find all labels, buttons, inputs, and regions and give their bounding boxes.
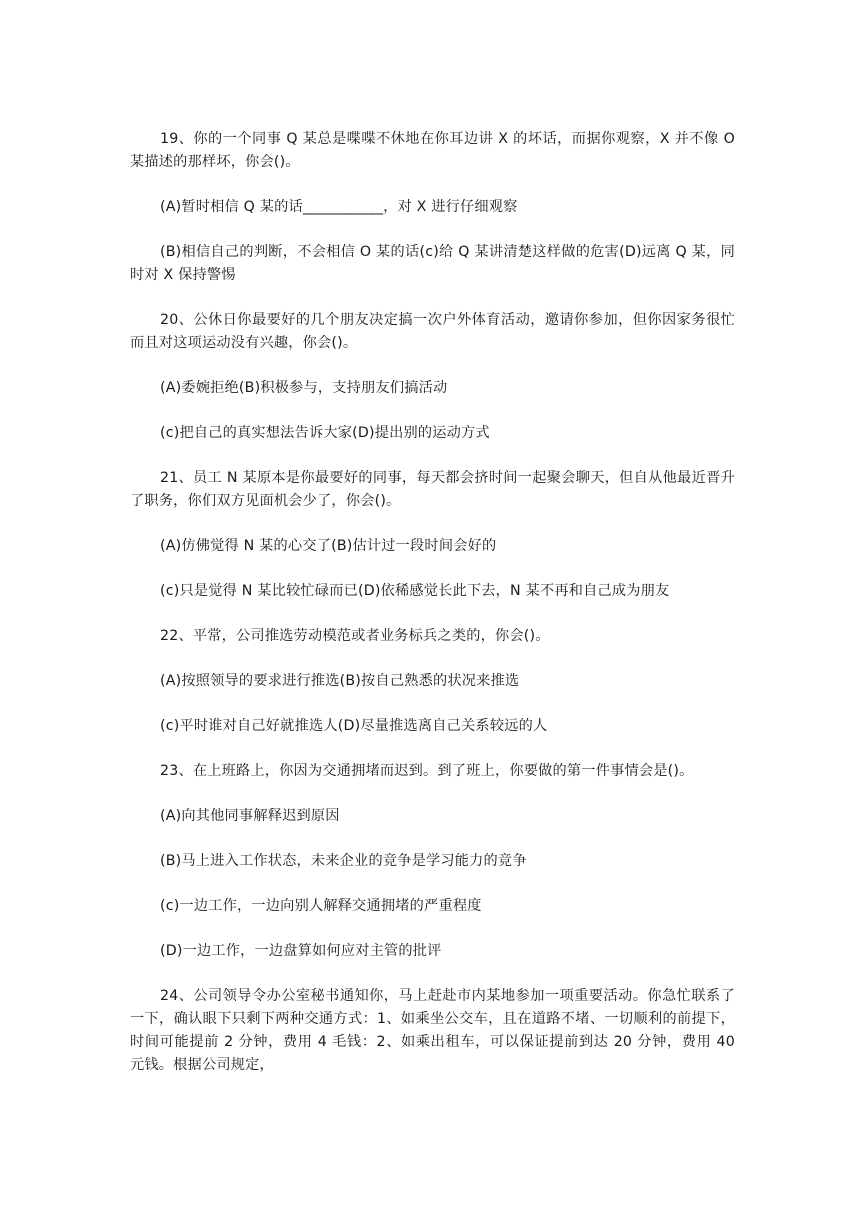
- question-20-options-c-d: (c)把自己的真实想法告诉大家(D)提出别的运动方式: [160, 425, 490, 441]
- question-21-options-a-b: (A)仿佛觉得 N 某的心交了(B)估计过一段时间会好的: [160, 538, 497, 554]
- question-21-options-c-d: (c)只是觉得 N 某比较忙碌而已(D)依稀感觉长此下去，N 某不再和自己成为朋友: [160, 583, 670, 599]
- question-22-options-c-d: (c)平时谁对自己好就推选人(D)尽量推选离自己关系较远的人: [160, 718, 548, 734]
- question-19-option-a: (A)暂时相信 Q 某的话___________，对 X 进行仔细观察: [160, 199, 518, 215]
- document-body: [130, 128, 735, 1099]
- question-23-option-a: (A)向其他同事解释迟到原因: [160, 808, 340, 824]
- question-20-options-a-b: (A)委婉拒绝(B)积极参与，支持朋友们搞活动: [160, 380, 448, 396]
- question-24-text: 24、公司领导令办公室秘书通知你，马上赶赴市内某地参加一项重要活动。你急忙联系了一下，确认眼下只剩下两种交通方式：1、如乘坐公交车，且在道路不堵、一切顺利的前提下，时间可能提前 2 分钟，费用 4 毛钱：2、如乘出租车，可以保证提前到达 20 分钟，费用 40 元钱。根据公司规定，: [130, 988, 735, 1073]
- question-23-text: 23、在上班路上，你因为交通拥堵而迟到。到了班上，你要做的第一件事情会是()。: [160, 763, 694, 779]
- question-22-options-a-b: (A)按照领导的要求进行推选(B)按自己熟悉的状况来推选: [160, 673, 520, 689]
- question-20-text: 20、公休日你最要好的几个朋友决定搞一次户外体育活动，邀请你参加，但你因家务很忙而且对这项运动没有兴趣，你会()。: [130, 312, 735, 351]
- question-23-option-d: (D)一边工作，一边盘算如何应对主管的批评: [160, 943, 442, 959]
- question-23-option-c: (c)一边工作，一边向别人解释交通拥堵的严重程度: [160, 898, 482, 914]
- question-19-text: 19、你的一个同事 Q 某总是喋喋不休地在你耳边讲 X 的坏话，而据你观察，X 并不像 O 某描述的那样坏，你会()。: [130, 131, 735, 170]
- question-19-options-b-c-d: (B)相信自己的判断，不会相信 O 某的话(c)给 Q 某讲清楚这样做的危害(D)远离 Q 某，同时对 X 保持警惕: [130, 244, 735, 283]
- question-22-text: 22、平常，公司推选劳动模范或者业务标兵之类的，你会()。: [160, 628, 550, 644]
- question-23-option-b: (B)马上进入工作状态，未来企业的竞争是学习能力的竞争: [160, 853, 527, 869]
- question-21-text: 21、员工 N 某原本是你最要好的同事，每天都会挤时间一起聚会聊天，但自从他最近晋升了职务，你们双方见面机会少了，你会()。: [130, 470, 735, 509]
